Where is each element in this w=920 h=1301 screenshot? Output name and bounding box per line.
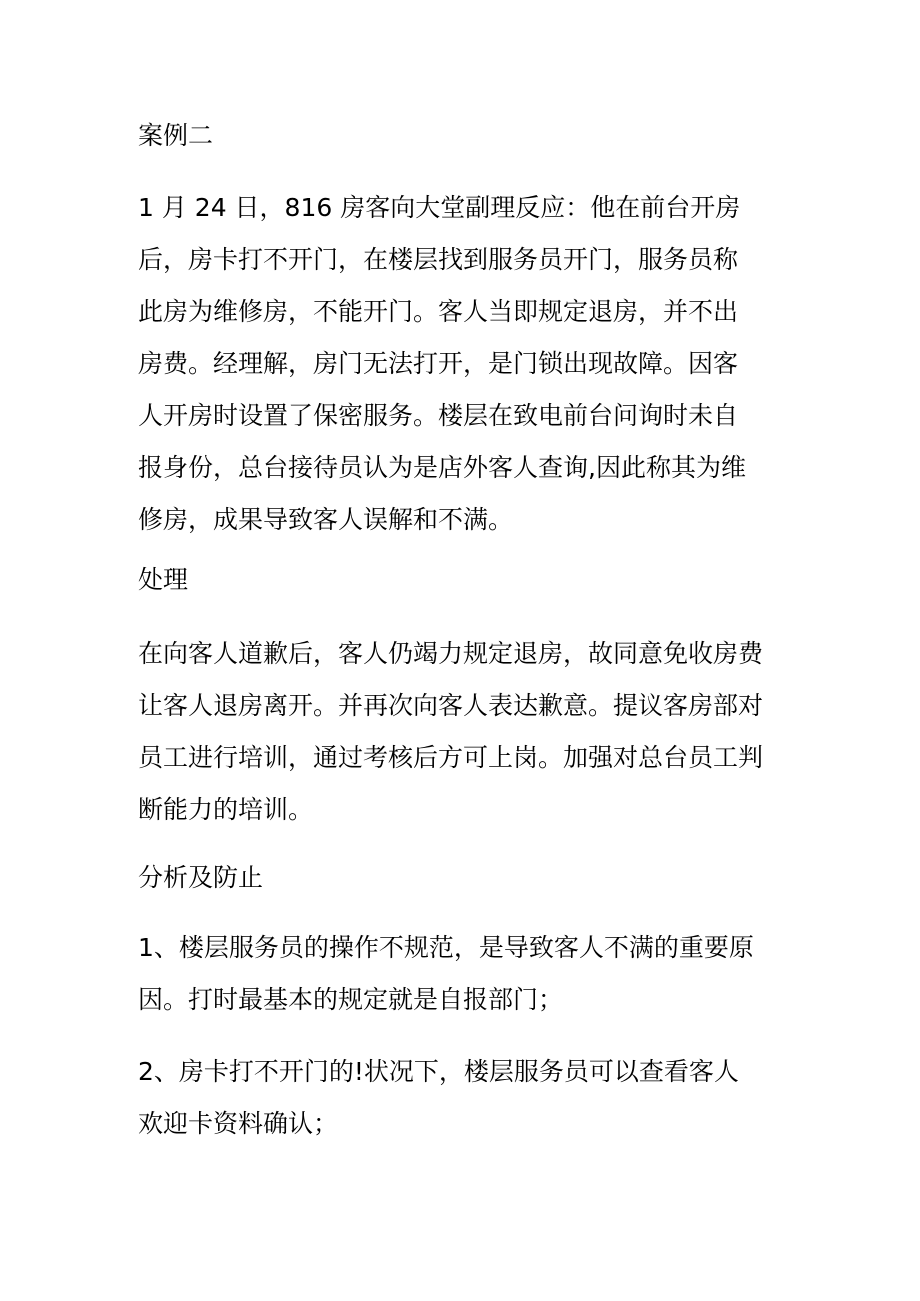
handling-title: 处理 xyxy=(138,565,189,594)
analysis-line: 2、房卡打不开门的!状况下，楼层服务员可以查看客人 xyxy=(138,1057,739,1086)
case-paragraph xyxy=(138,182,798,546)
handling-line: 断能力的培训。 xyxy=(138,795,314,824)
analysis-item xyxy=(138,1046,798,1150)
analysis-line: 欢迎卡资料确认； xyxy=(138,1109,339,1138)
case-line: 房费。经理解，房门无法打开，是门锁出现故障。因客 xyxy=(138,349,739,378)
analysis-item xyxy=(138,922,798,1026)
handling-paragraph xyxy=(138,628,798,836)
handling-line: 员工进行培训，通过考核后方可上岗。加强对总台员工判 xyxy=(138,743,764,772)
case-line: 报身份，总台接待员认为是店外客人查询,因此称其为维 xyxy=(138,453,746,482)
case-line: 修房，成果导致客人误解和不满。 xyxy=(138,505,514,534)
case-line: 后，房卡打不开门，在楼层找到服务员开门，服务员称 xyxy=(138,245,739,274)
case-line: 1 月 24 日，816 房客向大堂副理反应：他在前台开房 xyxy=(138,193,741,222)
handling-line: 在向客人道歉后，客人仍竭力规定退房，故同意免收房费 xyxy=(138,639,764,668)
case-title: 案例二 xyxy=(138,121,214,150)
case-line: 此房为维修房，不能开门。客人当即规定退房，并不出 xyxy=(138,297,739,326)
handling-line: 让客人退房离开。并再次向客人表达歉意。提议客房部对 xyxy=(138,691,764,720)
case-line: 人开房时设置了保密服务。楼层在致电前台问询时未自 xyxy=(138,401,739,430)
analysis-line: 1、楼层服务员的操作不规范，是导致客人不满的重要原 xyxy=(138,933,754,962)
analysis-title: 分析及防止 xyxy=(138,863,264,892)
analysis-line: 因。打时最基本的规定就是自报部门； xyxy=(138,985,564,1014)
